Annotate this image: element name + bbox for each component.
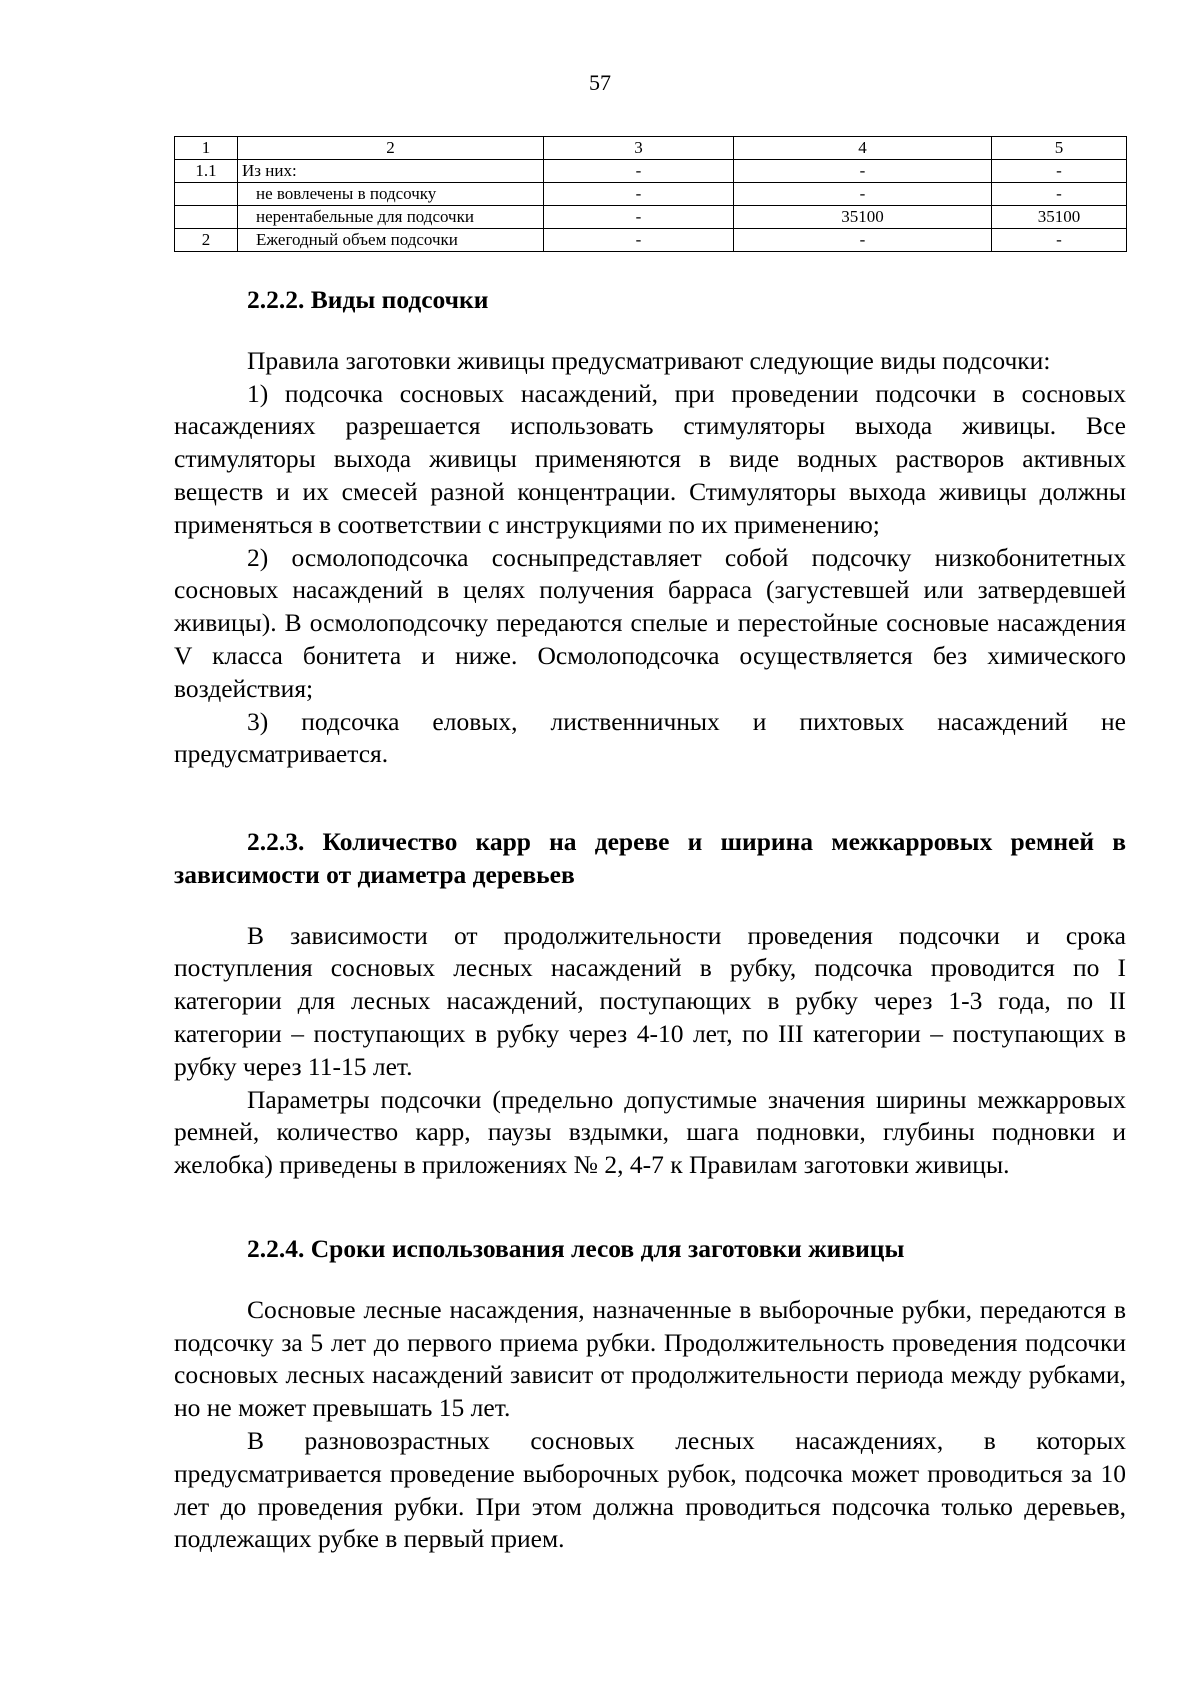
table-header-row xyxy=(175,137,1127,160)
row-label: Из них: xyxy=(238,160,544,183)
row-number xyxy=(175,206,238,229)
row-label: Ежегодный объем подсочки xyxy=(238,229,544,252)
page-number: 57 xyxy=(589,70,611,95)
table-header-cell: 3 xyxy=(544,137,734,160)
paragraph: Правила заготовки живицы предусматривают следующие виды подсочки: xyxy=(247,345,1051,375)
section-2-2-2 xyxy=(174,284,1126,771)
list-item: 1) подсочка сосновых насаждений, при проведении подсочки в сосновых насаждениях разрешается использовать стимуляторы выхода живицы. Все стимуляторы выхода живицы применяются в виде водных растворов активных веществ и их смесей разной концентрации. Стимуляторы выхода живицы должны применяться в соответствии с инструкциями по их применению; xyxy=(174,378,1126,539)
table-row xyxy=(175,183,1127,206)
paragraph: В разновозрастных сосновых лесных насаждениях, в которых предусматривается проведение выборочных рубок, подсочка может проводиться за 10 лет до проведения рубки. При этом должна проводиться подсочка только деревьев, подлежащих рубке в первый прием. xyxy=(174,1425,1126,1554)
table-cell: - xyxy=(734,160,992,183)
table-cell: - xyxy=(544,183,734,206)
list-item: 2) осмолоподсочка сосныпредставляет собой подсочку низкобонитетных сосновых насаждений в целях получения барраса (загустевшей или затвердевшей живицы). В осмолоподсочку передаются спелые и перестойные сосновые насаждения V класса бонитета и ниже. Осмолоподсочка осуществляется без химического воздействия; xyxy=(174,542,1126,703)
data-table xyxy=(174,136,1127,252)
section-heading: 2.2.4. Сроки использования лесов для заготовки живицы xyxy=(247,1234,905,1263)
table-header-cell: 1 xyxy=(175,137,238,160)
table-header-cell: 4 xyxy=(734,137,992,160)
section-2-2-3 xyxy=(174,826,1126,1182)
paragraph: В зависимости от продолжительности проведения подсочки и срока поступления сосновых лесных насаждений в рубку, подсочка проводится по I категории для лесных насаждений, поступающих в рубку через 1-3 года, по II категории – поступающих в рубку через 4-10 лет, по III категории – поступающих в рубку через 11-15 лет. xyxy=(174,920,1126,1081)
table-cell: 35100 xyxy=(734,206,992,229)
table-row xyxy=(175,160,1127,183)
list-item: 3) подсочка еловых, лиственничных и пихтовых насаждений не предусматривается. xyxy=(174,706,1126,769)
table-header-cell: 5 xyxy=(992,137,1127,160)
table-cell: - xyxy=(992,160,1127,183)
table-cell: - xyxy=(544,229,734,252)
table-cell: - xyxy=(734,229,992,252)
section-heading: 2.2.3. Количество карр на дереве и ширина межкарровых ремней в зависимости от диаметра деревьев xyxy=(174,827,1126,889)
table-cell: - xyxy=(992,183,1127,206)
table-row xyxy=(175,206,1127,229)
section-heading: 2.2.2. Виды подсочки xyxy=(247,285,489,314)
paragraph: Параметры подсочки (предельно допустимые значения ширины межкарровых ремней, количество карр, паузы вздымки, шага подновки, глубины подновки и желобка) приведены в приложениях № 2, 4-7 к Правилам заготовки живицы. xyxy=(174,1084,1126,1180)
table-cell: - xyxy=(992,229,1127,252)
row-label: не вовлечены в подсочку xyxy=(238,183,544,206)
row-number: 1.1 xyxy=(175,160,238,183)
table-cell: - xyxy=(734,183,992,206)
table-row xyxy=(175,229,1127,252)
table-cell: - xyxy=(544,160,734,183)
paragraph: Сосновые лесные насаждения, назначенные в выборочные рубки, передаются в подсочку за 5 лет до первого приема рубки. Продолжительность проведения подсочки сосновых лесных насаждений зависит от продолжительности периода между рубками, но не может превышать 15 лет. xyxy=(174,1294,1126,1423)
table-cell: 35100 xyxy=(992,206,1127,229)
row-number: 2 xyxy=(175,229,238,252)
row-label: нерентабельные для подсочки xyxy=(238,206,544,229)
table-header-cell: 2 xyxy=(238,137,544,160)
section-2-2-4 xyxy=(174,1233,1126,1556)
table-cell: - xyxy=(544,206,734,229)
row-number xyxy=(175,183,238,206)
